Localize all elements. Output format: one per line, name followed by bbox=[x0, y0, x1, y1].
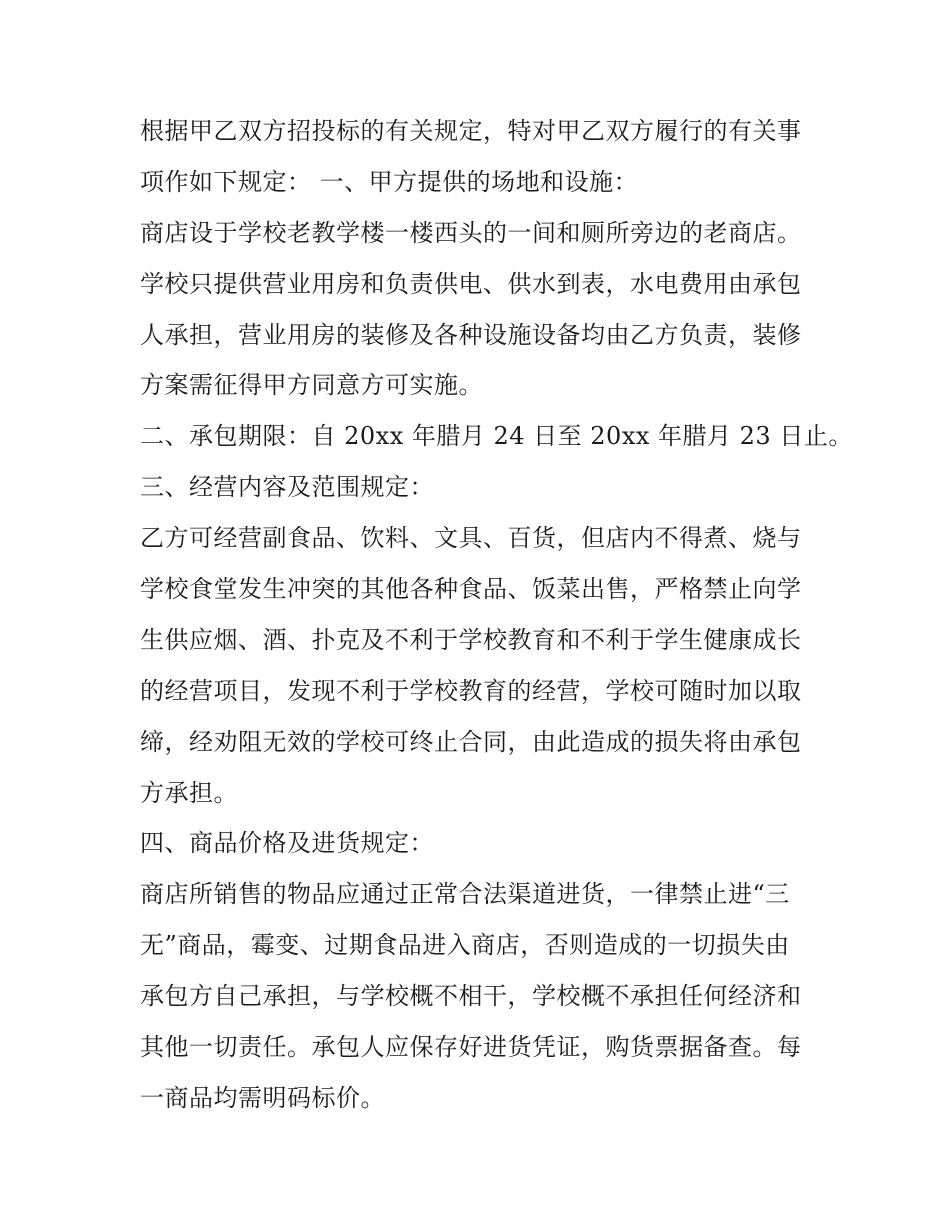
text-line: 乙方可经营副食品、饮料、文具、百货，但店内不得煮、烧与 bbox=[140, 524, 802, 553]
text-line: 学校食堂发生冲突的其他各种食品、饭菜出售，严格禁止向学 bbox=[140, 575, 802, 604]
text-line: 方承担。 bbox=[140, 778, 238, 807]
text-line: 商店所销售的物品应通过正常合法渠道进货，一律禁止进“三 bbox=[140, 880, 790, 909]
text-line: 的经营项目，发现不利于学校教育的经营，学校可随时加以取 bbox=[140, 676, 802, 705]
text-line: 无”商品，霉变、过期食品进入商店，否则造成的一切损失由 bbox=[140, 931, 790, 960]
text-line: 承包方自己承担，与学校概不相干，学校概不承担任何经济和 bbox=[140, 982, 802, 1011]
text-line: 根据甲乙双方招投标的有关规定，特对甲乙双方履行的有关事 bbox=[140, 117, 802, 145]
text-line: 生供应烟、酒、扑克及不利于学校教育和不利于学生健康成长 bbox=[140, 625, 802, 654]
text-line: 人承担，营业用房的装修及各种设施设备均由乙方负责，装修 bbox=[140, 320, 802, 349]
text-line: 项作如下规定： 一、甲方提供的场地和设施： bbox=[140, 167, 639, 196]
text-line: 一商品均需明码标价。 bbox=[140, 1083, 385, 1112]
document-body bbox=[140, 106, 853, 1124]
text-line: 学校只提供营业用房和负责供电、供水到表，水电费用由承包 bbox=[140, 269, 802, 298]
section-heading: 四、商品价格及进货规定： bbox=[140, 829, 434, 858]
text-line: 其他一切责任。承包人应保存好进货凭证，购货票据备查。每 bbox=[140, 1033, 802, 1062]
text-line: 方案需征得甲方同意方可实施。 bbox=[140, 371, 483, 400]
text-line: 商店设于学校老教学楼一楼西头的一间和厕所旁边的老商店。 bbox=[140, 218, 802, 247]
section-heading: 二、承包期限：自 20xx 年腊月 24 日至 20xx 年腊月 23 日止。 bbox=[140, 422, 853, 451]
section-heading: 三、经营内容及范围规定： bbox=[140, 473, 434, 502]
text-line: 缔，经劝阻无效的学校可终止合同，由此造成的损失将由承包 bbox=[140, 727, 802, 756]
